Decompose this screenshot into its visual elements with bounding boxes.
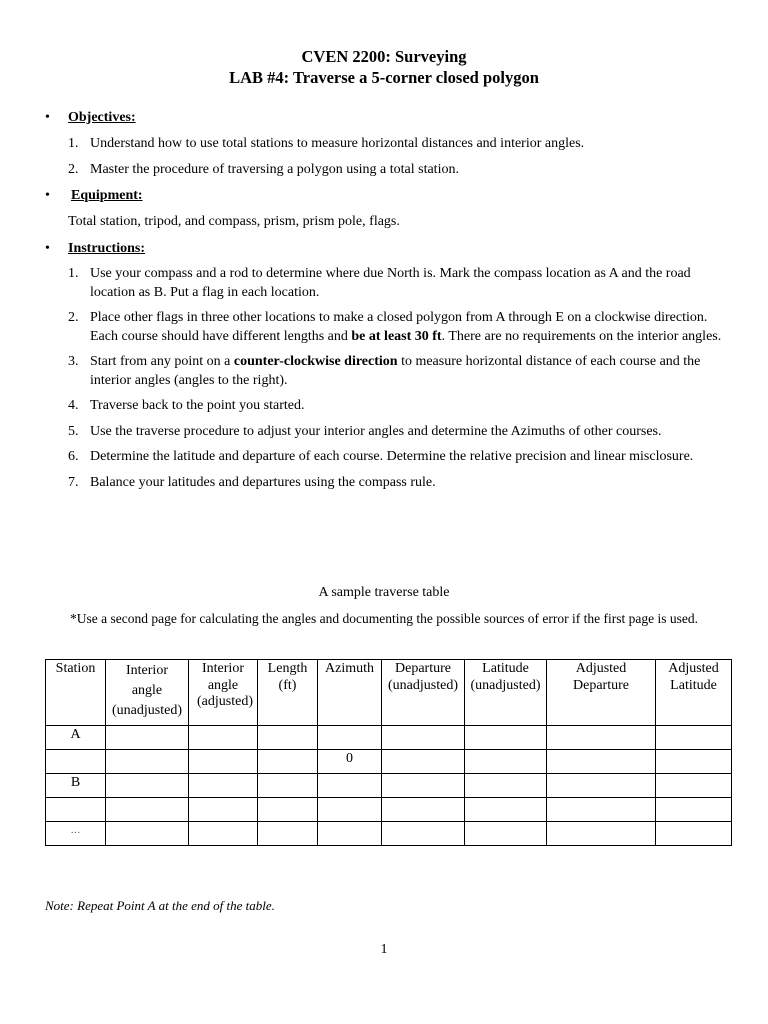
- col-header-length: [258, 660, 318, 726]
- table-row: [46, 798, 732, 822]
- table-cell: [106, 726, 189, 750]
- table-cell: [189, 726, 258, 750]
- bullet-icon: •: [45, 188, 50, 203]
- table-row: [46, 774, 732, 798]
- col-header-interior-adjusted: [189, 660, 258, 726]
- table-cell: 0: [318, 750, 382, 774]
- bullet-icon: •: [45, 241, 50, 256]
- table-cell: [465, 798, 547, 822]
- table-cell: [656, 774, 732, 798]
- table-cell: [547, 750, 656, 774]
- table-cell: [382, 726, 465, 750]
- col-header-departure-unadjusted: [382, 660, 465, 726]
- col-header-station: Station: [46, 660, 106, 726]
- col-header-text: Interior angle (unadjusted): [112, 663, 182, 718]
- table-cell: [656, 750, 732, 774]
- lab-title: LAB #4: Traverse a 5-corner closed polygon: [229, 68, 539, 87]
- objectives-list: [68, 135, 728, 186]
- list-item: 4. Traverse back to the point you started.: [68, 398, 305, 413]
- list-item: 5. Use the traverse procedure to adjust your interior angles and determine the Azimuths of other courses.: [68, 423, 662, 439]
- col-header-text: Interior angle (adjusted): [197, 661, 253, 709]
- table-cell: [465, 774, 547, 798]
- table-cell: [189, 822, 258, 846]
- table-cell: [465, 822, 547, 846]
- bullet-icon: •: [45, 110, 50, 125]
- table-cell: [258, 726, 318, 750]
- table-cell: A: [46, 726, 106, 750]
- table-cell: [465, 726, 547, 750]
- table-cell: [258, 750, 318, 774]
- list-item: 6. Determine the latitude and departure of each course. Determine the relative precision and linear misclosure.: [68, 449, 694, 464]
- table-row: [46, 726, 732, 750]
- table-cell: [189, 750, 258, 774]
- list-item: 1. Use your compass and a rod to determine where due North is. Mark the compass location as A and the road location as B. Put a flag in each location.: [68, 266, 691, 300]
- table-cell: [382, 774, 465, 798]
- col-header-adjusted-latitude: [656, 660, 732, 726]
- table-cell: [46, 798, 106, 822]
- table-cell: [656, 726, 732, 750]
- table-cell: [318, 822, 382, 846]
- col-header-text: Departure (unadjusted): [388, 661, 458, 693]
- instructions-heading: Instructions:: [68, 241, 146, 256]
- col-header-text: Adjusted Departure: [573, 661, 629, 693]
- col-header-interior-unadjusted: [106, 660, 189, 726]
- table-body: [46, 726, 732, 846]
- table-row: [46, 750, 732, 774]
- equipment-text: Total station, tripod, and compass, prism, prism pole, flags.: [68, 214, 400, 229]
- table-row: [46, 822, 732, 846]
- objectives-heading: Objectives:: [68, 110, 136, 125]
- col-header-text: Adjusted Latitude: [668, 661, 719, 693]
- course-title: CVEN 2200: Surveying: [301, 47, 467, 66]
- table-cell: [318, 774, 382, 798]
- col-header-azimuth: Azimuth: [318, 660, 382, 726]
- col-header-latitude-unadjusted: [465, 660, 547, 726]
- table-cell: [656, 798, 732, 822]
- col-header-adjusted-departure: [547, 660, 656, 726]
- traverse-table: [45, 659, 732, 846]
- table-cell: [46, 750, 106, 774]
- list-item: 2. Master the procedure of traversing a polygon using a total station.: [68, 161, 459, 177]
- table-cell: [547, 774, 656, 798]
- table-cell: [465, 750, 547, 774]
- list-item: 3. Start from any point on a counter-clockwise direction to measure horizontal distance of each course and the interior angles (angles to the right).: [68, 354, 701, 388]
- table-cell: [547, 798, 656, 822]
- col-header-text: Latitude (unadjusted): [470, 661, 541, 693]
- table-cell: [547, 822, 656, 846]
- table-cell: [106, 750, 189, 774]
- list-item: 1. Understand how to use total stations to measure horizontal distances and interior angles.: [68, 136, 585, 151]
- table-cell: [189, 774, 258, 798]
- table-cell: [258, 822, 318, 846]
- table-title: A sample traverse table: [318, 585, 450, 600]
- table-cell: [382, 750, 465, 774]
- table-cell: [382, 822, 465, 846]
- col-header-text: Length (ft): [267, 661, 308, 693]
- table-cell: [656, 822, 732, 846]
- table-cell: [258, 798, 318, 822]
- table-cell: [189, 798, 258, 822]
- instructions-list: [68, 265, 728, 499]
- list-item: 7. Balance your latitudes and departures using the compass rule.: [68, 474, 436, 490]
- table-header-row: [46, 660, 732, 726]
- table-cell: [318, 798, 382, 822]
- table-cell: [318, 726, 382, 750]
- table-cell: [382, 798, 465, 822]
- table-cell: [106, 798, 189, 822]
- table-cell: B: [46, 774, 106, 798]
- table-cell: …: [46, 822, 106, 846]
- table-cell: [106, 822, 189, 846]
- table-note: *Use a second page for calculating the angles and documenting the possible sources of error if the first page is used.: [70, 611, 698, 626]
- table-cell: [258, 774, 318, 798]
- list-item: 2. Place other flags in three other locations to make a closed polygon from A through E on a clockwise direction. Each course should have different lengths and be at least 30 ft. There are no requirements on the interior angles.: [68, 310, 722, 344]
- equipment-heading: Equipment:: [71, 188, 143, 203]
- table-cell: [106, 774, 189, 798]
- table-cell: [547, 726, 656, 750]
- footer-note: Note: Repeat Point A at the end of the table.: [45, 898, 275, 913]
- page-number: 1: [380, 942, 388, 957]
